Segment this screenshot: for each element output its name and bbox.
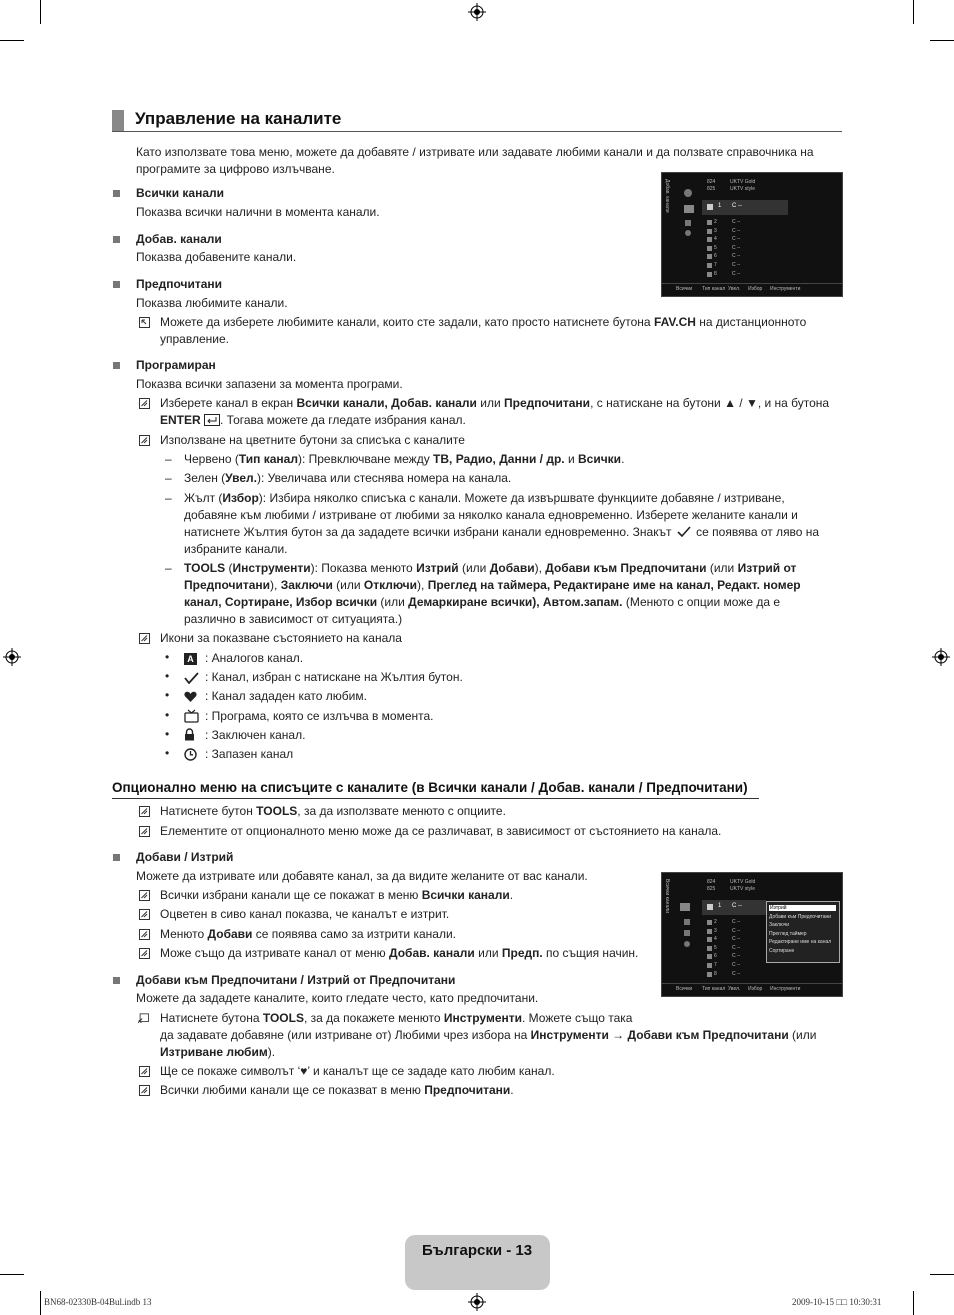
tv-channel-name: C -- [732, 219, 741, 225]
note-icon [139, 929, 150, 940]
tools-icon [138, 1013, 149, 1024]
analog-icon [707, 920, 712, 925]
analog-icon [707, 229, 712, 234]
tv-row: UKTV Gold [730, 879, 756, 885]
tools-menu-item[interactable]: Редактиране име на канал [769, 939, 832, 945]
tv-row: 825 [707, 186, 716, 192]
tv-channel-name: C -- [732, 227, 741, 234]
note-icon [139, 909, 150, 920]
bullet-square [113, 190, 120, 197]
tv-channel-number: 6 [714, 953, 717, 960]
dash-marker: – [165, 491, 172, 505]
tv-channel-name: C -- [732, 944, 741, 951]
tv-bottom-bar [662, 983, 842, 984]
tv-bottom-item: Всички [676, 286, 693, 292]
crop-mark [40, 0, 41, 24]
tv-bottom-item: Тип канал [702, 986, 726, 992]
item-text: Показва добавените канали. [136, 250, 297, 264]
tv-row: 824 [707, 179, 716, 185]
add-delete-note2: Оцветен в сиво канал показва, че каналът е изтрит. [160, 907, 450, 921]
tv-channel-name: C -- [732, 262, 741, 268]
print-meta-left: BN68-02330B-04Bul.indb 13 [44, 1297, 152, 1307]
bullet-dot: • [165, 669, 170, 683]
s2-note1: Натиснете бутон TOOLS, за да използвате менюто с опциите. [160, 804, 506, 818]
add-delete-note3: Менюто Добави се появява само за изтрити канали. [160, 927, 456, 941]
note-icon [139, 806, 150, 817]
yellow-button-line4: избраните канали. [184, 542, 288, 556]
note-icon [139, 826, 150, 837]
analog-icon [707, 246, 712, 251]
section-divider [112, 798, 759, 799]
tv-bottom-item: Инструменти [770, 986, 801, 992]
analog-icon [707, 929, 712, 934]
tv-channel-number: 7 [714, 262, 717, 268]
registration-mark-icon [468, 1293, 486, 1311]
analog-icon [707, 946, 712, 951]
yellow-button-line3: натиснете Жълтия бутон за да зададете всички избрани канали едновременно. Знакът се появява от ляво на [184, 525, 820, 539]
note-icon [139, 435, 150, 446]
crop-mark [913, 1291, 914, 1315]
tv-row: UKTV Gold [730, 179, 756, 185]
crop-mark [40, 1291, 41, 1315]
tv-icon-column [684, 189, 692, 197]
tools-note-icon [139, 317, 150, 328]
icon-desc-lock: : Заключен канал. [205, 728, 306, 742]
tv-channel-number: 8 [714, 970, 717, 977]
item-text: Показва любимите канали. [136, 296, 288, 310]
tools-line4: различно в зависимост от ситуацията.) [184, 612, 403, 626]
tv-row: 824 [707, 879, 716, 885]
item-text: Показва всички запазени за момента програми. [136, 377, 403, 391]
note-icon [139, 633, 150, 644]
tv-bottom-item: Инструменти [770, 286, 801, 292]
add-delete-text: Можете да изтривате или добавяте канал, за да видите желаните от вас канали. [136, 869, 588, 883]
add-delete-note4: Може също да изтривате канал от меню Добав. канали или Предп. по същия начин. [160, 946, 639, 960]
note-icon [139, 1085, 150, 1096]
tv-selected-name: C -- [732, 203, 742, 209]
bullet-square [113, 854, 120, 861]
item-heading: Добав. канали [136, 232, 222, 246]
tv-channel-number: 3 [714, 927, 717, 934]
tv-selected-row [702, 200, 788, 215]
tools-line1: TOOLS (Инструменти): Показва менюто Изтрий (или Добави), Добави към Предпочитани (или Изтрий от [184, 561, 797, 575]
tools-menu-item[interactable]: Преглед таймер [769, 930, 807, 937]
tv-screenshot-tools-menu [661, 872, 843, 997]
tools-menu-item[interactable]: Добави към Предпочитани [769, 913, 832, 920]
tv-channel-name: C -- [732, 919, 741, 925]
item-heading: Предпочитани [136, 277, 223, 291]
note-icon [139, 948, 150, 959]
bullet-dot: • [165, 727, 170, 741]
note-icon [139, 890, 150, 901]
tv-channel-number: 5 [714, 244, 717, 251]
fav-tools-line3: Изтриване любим). [160, 1045, 276, 1059]
tv-side-label: Добав. канали [664, 179, 670, 213]
tv-selected-name: C -- [732, 903, 742, 909]
tv-channel-name: C -- [732, 236, 741, 243]
tv-row: UKTV style [730, 886, 756, 892]
tv-icon-column [684, 205, 694, 213]
item-text: Показва всички налични в момента канали. [136, 205, 380, 219]
tv-channel-name: C -- [732, 970, 741, 977]
crop-mark [913, 0, 914, 24]
fav-text: Можете да зададете каналите, които гледате често, като предпочитани. [136, 991, 539, 1005]
red-button-text: Червено (Тип канал): Превключване между ТВ, Радио, Данни / др. и Всички. [184, 452, 625, 466]
tv-side-label: Всички канали [664, 879, 670, 913]
page-number: Български - 13 [422, 1242, 533, 1259]
tv-bottom-item: Увел. [728, 986, 741, 992]
section-heading: Опционално меню на списъците с каналите (в Всички канали / Добав. канали / Предпочитани) [112, 780, 748, 795]
tv-icon-column [680, 903, 690, 911]
enter-icon [204, 414, 220, 426]
intro-text: Като използвате това меню, можете да добавяте / изтривате или задавате любими канали и да ползвате справочника на програмите за цифрово излъчване. [136, 145, 814, 176]
tv-row: UKTV style [730, 186, 756, 192]
bullet-dot: • [165, 708, 170, 722]
tv-channel-number: 7 [714, 962, 717, 968]
dash-marker: – [165, 471, 172, 485]
tools-line2: Предпочитани), Заключи (или Отключи), Преглед на таймера, Редактиране име на канал, Редакт. номер [184, 578, 801, 592]
color-note: Използване на цветните бутони за списъка с каналите [160, 433, 465, 447]
clock-icon [184, 748, 197, 761]
fav-tools-line2: да задавате добавяне (или изтриване от) Любими чрез избора на Инструменти → Добави към Предпочитани (или [160, 1028, 817, 1042]
fav-note: Можете да изберете любимите канали, които сте задали, като просто натиснете бутона FAV.CH на дистанционното управление. [160, 315, 807, 346]
icons-note: Икони за показване състоянието на канала [160, 631, 402, 645]
analog-icon [707, 963, 712, 968]
tv-channel-name: C -- [732, 927, 741, 934]
green-button-text: Зелен (Увел.): Увеличава или стеснява номера на канала. [184, 471, 512, 485]
crop-mark [930, 40, 954, 41]
select-note-line1: Изберете канал в екран Всички канали, Добав. канали или Предпочитани, с натискане на бутони ▲ / ▼, и на бутона [160, 396, 830, 410]
tv-channel-name: C -- [732, 244, 741, 251]
tv-bottom-item: Всички [676, 986, 693, 992]
tv-selected-num: 1 [718, 903, 722, 909]
registration-mark-icon [3, 648, 21, 666]
tv-channel-number: 8 [714, 270, 717, 277]
tools-menu-item[interactable]: Сортиране [769, 947, 795, 954]
analog-icon [707, 220, 712, 225]
note-icon [139, 1066, 150, 1077]
bullet-square [113, 236, 120, 243]
tv-bottom-bar [662, 283, 842, 284]
icon-desc-analog: : Аналогов канал. [205, 651, 304, 665]
tv-channel-number: 4 [714, 236, 717, 243]
bullet-square [113, 362, 120, 369]
bullet-dot: • [165, 746, 170, 760]
icon-desc-check: : Канал, избран с натискане на Жълтия бутон. [205, 670, 463, 684]
check-icon [184, 672, 199, 684]
icon-desc-heart: : Канал зададен като любим. [205, 689, 367, 703]
registration-mark-icon [468, 3, 486, 21]
registration-mark-icon [932, 648, 950, 666]
tv-bottom-item: Избор [748, 286, 763, 292]
analog-icon [707, 272, 712, 277]
analog-icon [707, 204, 713, 210]
fav-note2: Всички любими канали ще се показват в меню Предпочитани. [160, 1083, 514, 1097]
title-marker [112, 110, 124, 131]
fav-tools-line1: Натиснете бутона TOOLS, за да покажете менюто Инструменти. Можете също така [160, 1011, 633, 1025]
title-divider [112, 131, 842, 132]
item-heading: Програмиран [136, 358, 216, 372]
tools-menu-popup [766, 901, 840, 963]
icon-desc-clock: : Запазен канал [205, 747, 294, 761]
item-heading: Всички канали [136, 186, 225, 200]
bullet-square [113, 977, 120, 984]
crop-mark [0, 1274, 24, 1275]
tv-channel-number: 4 [714, 936, 717, 943]
tv-channel-number: 5 [714, 944, 717, 951]
tv-channel-number: 2 [714, 919, 717, 925]
fav-note1: Ще се покаже символът ‘♥’ и каналът ще се зададе като любим канал. [160, 1064, 555, 1078]
analog-icon [707, 254, 712, 259]
add-delete-heading: Добави / Изтрий [136, 850, 234, 864]
bullet-square [113, 281, 120, 288]
crop-mark [0, 40, 24, 41]
select-note-line2: ENTER . Тогава можете да гледате избрания канал. [160, 413, 466, 427]
tv-channel-number: 2 [714, 219, 717, 225]
yellow-button-line2: добавяне към любими / изтриване от любими за няколко канала едновременно. Изберете желаните канали и [184, 508, 798, 522]
analog-icon [707, 237, 712, 242]
tv-icon-column [685, 220, 691, 226]
tv-row: 825 [707, 886, 716, 892]
lock-icon [184, 728, 195, 741]
tv-icon-column [684, 941, 690, 947]
check-icon [677, 526, 691, 537]
tv-icon-column [685, 230, 691, 236]
tv-screenshot-channel-list [661, 172, 843, 297]
heart-icon [184, 691, 197, 703]
bullet-dot: • [165, 688, 170, 702]
analog-icon [707, 937, 712, 942]
tv-bottom-item: Увел. [728, 286, 741, 292]
analog-icon [707, 904, 713, 910]
note-icon [139, 398, 150, 409]
tv-channel-number: 6 [714, 253, 717, 260]
tv-bottom-item: Избор [748, 986, 763, 992]
analog-icon: A [184, 653, 197, 665]
yellow-button-line1: Жълт (Избор): Избира няколко списъка с канали. Можете да извършвате функциите добавяне / изтриване, [184, 491, 785, 505]
fav-heading: Добави към Предпочитани / Изтрий от Предпочитани [136, 973, 456, 987]
tv-channel-name: C -- [732, 270, 741, 277]
add-delete-note1: Всички избрани канали ще се покажат в меню Всички канали. [160, 888, 514, 902]
s2-note2: Елементите от опционалното меню може да се различават, в зависимост от състоянието на канала. [160, 824, 722, 838]
tv-channel-name: C -- [732, 253, 741, 260]
bullet-dot: • [165, 650, 170, 664]
analog-icon [707, 263, 712, 268]
tv-channel-name: C -- [732, 953, 741, 960]
tools-menu-item[interactable]: Заключи [769, 922, 789, 928]
tools-line3: канал, Сортиране, Избор всички (или Демаркиране всички), Автом.запам. (Менюто с опции може да е [184, 595, 781, 609]
analog-icon [707, 972, 712, 977]
dash-marker: – [165, 561, 172, 575]
tv-bottom-item: Тип канал [702, 286, 726, 292]
tv-channel-number: 3 [714, 227, 717, 234]
tools-menu-item[interactable]: Изтрий [769, 905, 836, 911]
tv-channel-name: C -- [732, 962, 741, 968]
tv-icon [184, 709, 199, 723]
page-title: Управление на каналите [135, 109, 342, 128]
tv-channel-name: C -- [732, 936, 741, 943]
tv-selected-num: 1 [718, 203, 722, 209]
crop-mark [930, 1274, 954, 1275]
tv-icon-column [684, 930, 690, 936]
icon-desc-tv: : Програма, която се излъчва в момента. [205, 709, 434, 723]
analog-icon [707, 954, 712, 959]
dash-marker: – [165, 452, 172, 466]
tv-icon-column [684, 919, 690, 925]
print-meta-right: 2009-10-15 □□ 10:30:31 [792, 1297, 882, 1307]
